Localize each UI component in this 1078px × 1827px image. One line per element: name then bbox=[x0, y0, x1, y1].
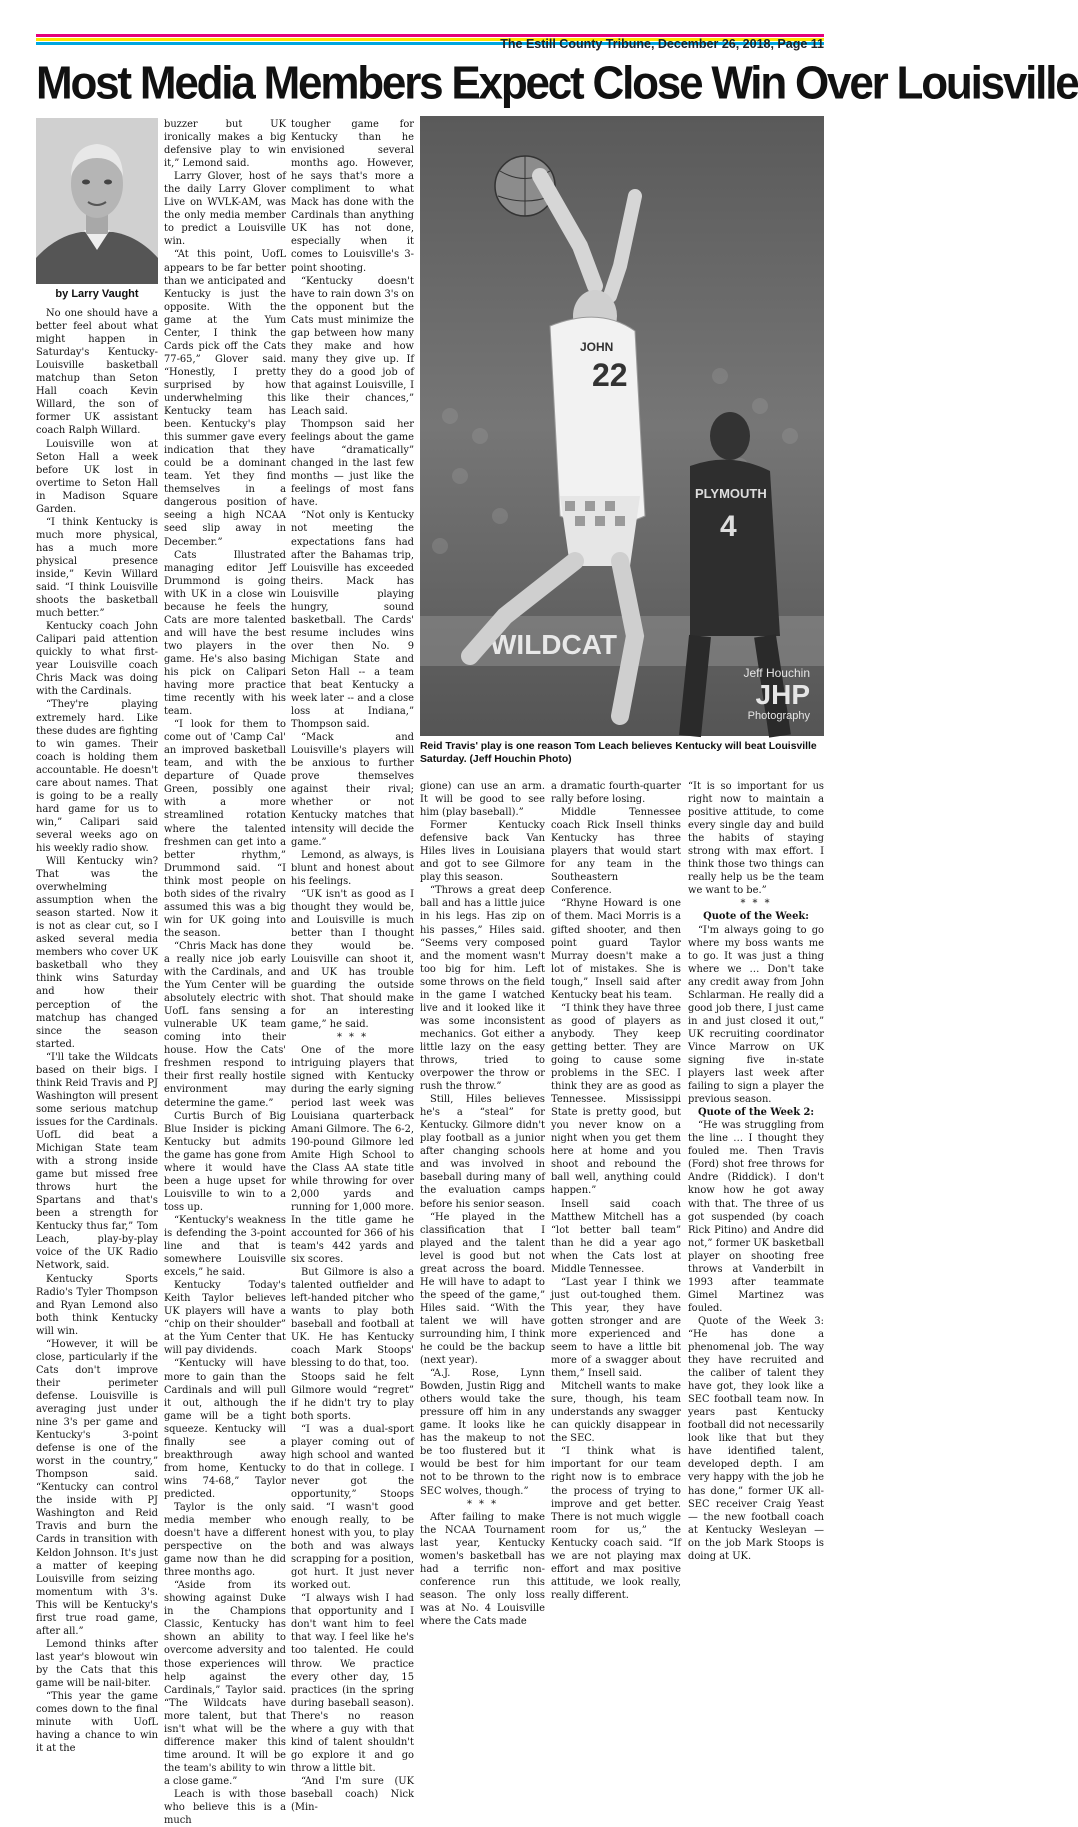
jersey-number-front: 22 bbox=[592, 357, 628, 393]
paragraph: “I think what is important for our team right now is to embrace the process of trying to improve and get better. There is not much wiggle room for us,” the Kentucky coach said. “If we are not playing max effort and max positive attitude, we look really, really different. bbox=[551, 1446, 681, 1601]
section-separator: * * * bbox=[466, 1498, 499, 1510]
paragraph: But Gilmore is also a talented outfielder and left-handed pitcher who wants to play both baseball and football at UK. He has Kentucky coach Mark Stoops' blessing to do that, too. bbox=[291, 1267, 414, 1370]
paragraph: Middle Tennessee coach Rick Insell thinks Kentucky has three players that would start for any team in the Southeastern Conference. bbox=[551, 807, 681, 897]
section-separator: * * * bbox=[336, 1032, 369, 1044]
article-column-1 bbox=[36, 118, 158, 1755]
paragraph: “This year the game comes down to the final minute with UofL having a chance to win it at the bbox=[36, 1691, 158, 1755]
article-column-3 bbox=[291, 118, 414, 1814]
byline: by Larry Vaught bbox=[55, 288, 139, 300]
paragraph: “I always wish I had that opportunity and I don't want him to feel that way. I feel like he's too talented. He could throw. We practice every other day, 15 practices (in the spring during baseball season). There's no reason where a guy with that kind of talent shouldn't go explore it and go throw a little bit. bbox=[291, 1593, 414, 1774]
photo-caption: Reid Travis' play is one reason Tom Leach believes Kentucky will beat Louisville Saturday. (Jeff Houchin Photo) bbox=[420, 741, 817, 765]
watermark-name: Jeff Houchin bbox=[743, 666, 810, 680]
paragraph: “I was a dual-sport player coming out of high school and wanted to do that in college. I never got the opportunity,” Stoops said. “I wasn't good enough really, to be honest with you, to play both and was always scrapping for a position, got hurt. It just never worked out. bbox=[291, 1423, 414, 1592]
paragraph: “However, it will be close, particularly if the Cats don't improve their perimeter defense. Louisville is averaging just under nine 3's per game and Kentucky's 3-point defense is one of the worst in the country,” Thompson said. “Kentucky can control the inside with PJ Washington and Reid Travis and burn the Cards in transition with Keldon Johnson. It's just a matter of keeping Louisville from seizing momentum with 3's. This will be Kentucky's first true road game, after all.” bbox=[36, 1338, 158, 1637]
defender-jersey-text: PLYMOUTH bbox=[695, 486, 767, 501]
paragraph: Kentucky Sports Radio's Tyler Thompson and Ryan Lemond also both think Kentucky will win. bbox=[36, 1273, 158, 1337]
paragraph: “Not only is Kentucky not meeting the expectations fans had after the Bahamas trip, Louisville has exceeded theirs. Mack has Louisville playing hungry, sound basketball. The Cards' resume includes wins over then No. 9 Michigan State and Seton Hall -- a team that beat Kentucky a week later -- and a close loss at Indiana,” Thompson said. bbox=[291, 510, 414, 731]
paragraph: “Kentucky doesn't have to rain down 3's on the opponent but the Cats must minimize the gap between how many they make and how many they give up. If they do a good job of that against Louisville, I like their chances,” Leach said. bbox=[291, 275, 414, 418]
paragraph: “It is so important for us right now to maintain a positive attitude, to come every single day and build the habits of staying strong with max effort. I think those two things can really help us be the team we want to be.” bbox=[688, 781, 824, 897]
paragraph: Kentucky coach John Calipari paid attention quickly to what first-year Louisville coach Chris Mack was doing with the Cardinals. bbox=[36, 621, 158, 698]
paragraph: Insell said coach Matthew Mitchell has a “lot better ball team” than he did a year ago when the Cats lost at Middle Tennessee. bbox=[551, 1198, 681, 1275]
game-photo bbox=[420, 116, 824, 736]
paragraph: After failing to make the NCAA Tournament last year, Kentucky women's basketball has had a terrific non-conference run this season. The only loss was at No. 4 Louisville where the Cats made bbox=[420, 1511, 545, 1627]
paragraph: Taylor is the only media member who doesn't have a different perspective on the game now than he did three months ago. bbox=[164, 1501, 286, 1579]
paragraph: Larry Glover, host of the daily Larry Glover Live on WVLK-AM, was the only media member to predict a Louisville win. bbox=[164, 171, 286, 248]
paragraph: Cats Illustrated managing editor Jeff Drummond is going with UK in a close win because he feels the Cats are more talented and will have the best two players in the game. He's also basing his pick on Calipari having more practice time recently with his team. bbox=[164, 549, 286, 718]
watermark-logo: JHP bbox=[755, 679, 810, 710]
paragraph: Former Kentucky defensive back Van Hiles lives in Louisiana and got to see Gilmore play this season. bbox=[420, 820, 545, 884]
paragraph: “They're playing extremely hard. Like these dudes are fighting to win games. Their coach is holding them accountable. He doesn't care about names. That is going to be a really hard game for us to win,” Calipari said several weeks ago on his weekly radio show. bbox=[36, 699, 158, 854]
paragraph: Still, Hiles believes he's a “steal” for Kentucky. Gilmore didn't play football as a junior after changing schools and was involved in baseball during many of the evaluation camps before his senior season. bbox=[420, 1094, 545, 1210]
paragraph: Thompson said her feelings about the game have “dramatically” changed in the last few months — just like the feelings of most fans have. bbox=[291, 419, 414, 509]
paragraph: “Kentucky will have more to gain than the Cardinals and will pull it out, although the game will be a tight squeeze. Kentucky will finally see a breakthrough away from home, Kentucky wins 74-68,” Taylor predicted. bbox=[164, 1358, 286, 1500]
jersey-text: JOHN bbox=[580, 340, 614, 354]
paragraph: gione) can use an arm. It will be good to see him (play baseball).” bbox=[420, 781, 545, 819]
paragraph: “Aside from its showing against Duke in the Champions Classic, Kentucky has shown an ability to overcome adversity and those experiences will help against the Cardinals,” Taylor said. “The Wildcats have more talent, but that isn't what will be the difference maker this time around. It will be the team's ability to win a close game.” bbox=[164, 1580, 286, 1787]
paragraph: “UK isn't as good as I thought they would be, and Louisville is much better than I thought they would be. Louisville can shoot it, and UK has trouble guarding the outside shot. That should make for an interesting game,” he said. bbox=[291, 888, 414, 1031]
paragraph: Stoops said he felt Gilmore would “regret” if he didn't try to play both sports. bbox=[291, 1371, 414, 1422]
article-column-4 bbox=[420, 780, 545, 1627]
watermark-sub: Photography bbox=[747, 710, 810, 722]
paragraph: No one should have a better feel about what might happen in Saturday's Kentucky-Louisville basketball matchup than Seton Hall coach Kevin Willard, the son of former UK assistant coach Ralph Willard. bbox=[36, 308, 158, 437]
paragraph: “Chris Mack has done a really nice job early with the Cardinals, and the Yum Center will be absolutely electric with UofL fans sensing a vulnerable UK team coming into their house. How the Cats' freshmen respond to their first really hostile environment may determine the game.” bbox=[164, 940, 286, 1109]
paragraph: “He was struggling from the line … I thought they fouled me. Then Travis (Ford) shot free throws for Andre (Riddick). I don't know how he got away with that. The three of us got suspended (by coach Rick Pitino) and Andre did not,” former UK basketball player on shooting free throws at Vanderbilt in 1993 after teammate Gimel Martinez was fouled. bbox=[688, 1120, 824, 1314]
paragraph: “Throws a great deep ball and has a little juice in his legs. Has zip on his passes,” Hiles said. “Seems very composed and the moment wasn't too big for him. Left some throws on the field in the game I watched live and it looked like it was some inconsistent mechanics. Got either a little lazy on the easy throws, tried to overpower the throw or rush the throw.” bbox=[420, 885, 545, 1093]
paragraph: Louisville won at Seton Hall a week before UK lost in overtime to Seton Hall in Madison Square Garden. bbox=[36, 438, 158, 515]
paragraph: tougher game for Kentucky than he envisioned several months ago. However, he says that's more a compliment to what Mack has done with the Cardinals than anything UK has not done, especially when it comes to Louisville's 3-point shooting. bbox=[291, 119, 414, 274]
paragraph: “Rhyne Howard is one of them. Maci Morris is a gifted shooter, and then point guard Taylor Murray doesn't make a lot of mistakes. She is tough,” Insell said after Kentucky beat his team. bbox=[551, 898, 681, 1001]
paragraph: “He played in the classification that I played and the talent level is good but not great across the board. He will have to adapt to the speed of the game,” Hiles said. “With the talent we will have surrounding him, I think he could be the backup (next year). bbox=[420, 1211, 545, 1367]
photographer-watermark bbox=[744, 666, 811, 722]
author-portrait bbox=[36, 118, 158, 284]
article-column-5 bbox=[551, 780, 681, 1600]
paragraph: “A.J. Rose, Lynn Bowden, Justin Rigg and others would take the pressure off him in any game. It looks like he has the makeup to not be too flustered but it would be best for him not to be thrown to the SEC wolves, though.” bbox=[420, 1368, 545, 1497]
quote-heading: Quote of the Week: bbox=[703, 911, 809, 923]
paragraph: Quote of the Week 3: “He has done a phenomenal job. The way they have recruited and the caliber of talent they have got, they look like a SEC football team now. In years past Kentucky football did not necessarily look like that but they have identified talent, developed depth. I am very happy with the job he has done,” former UK all-SEC receiver Craig Yeast — the new football coach at Kentucky Wesleyan — on the job Mark Stoops is doing at UK. bbox=[688, 1315, 824, 1562]
paragraph: “I think Kentucky is much more physical, has a much more physical presence inside,” Kevin Willard said. “I think Louisville shoots the basketball much better.” bbox=[36, 516, 158, 620]
paragraph: “I'm always going to go where my boss wants me to go. It was just a thing where we … Don't take any credit away from John Schlarman. He really did a good job there, I just came in and just closed it out,” UK recruiting coordinator Vince Marrow on UK signing five in-state players last week after failing to sign a player the previous season. bbox=[688, 924, 824, 1106]
section-separator: * * * bbox=[740, 898, 772, 910]
paragraph: “Mack and Louisville's players will be anxious to further prove themselves against their rival; whether or not Kentucky matches that intensity will decide the game.” bbox=[291, 732, 414, 848]
paragraph: Leach is with those who believe this is a much bbox=[164, 1789, 286, 1827]
paragraph: Mitchell wants to make sure, though, his team understands any swagger can quickly disappear in the SEC. bbox=[551, 1381, 681, 1445]
defender-number: 4 bbox=[720, 510, 737, 543]
masthead: The Estill County Tribune, December 26, 2018, Page 11 bbox=[500, 37, 824, 51]
paragraph: Kentucky Today's Keith Taylor believes UK players will have a “chip on their shoulder” at the Yum Center that will pay dividends. bbox=[164, 1280, 286, 1357]
quote-heading: Quote of the Week 2: bbox=[697, 1107, 815, 1119]
col1-body bbox=[36, 307, 158, 1755]
paragraph: a dramatic fourth-quarter rally before losing. bbox=[551, 781, 681, 806]
paragraph: One of the more intriguing players that signed with Kentucky during the early signing period last week was Louisiana quarterback Amani Gilmore. The 6-2, 190-pound Gilmore led Amite High School to the Class AA state title while throwing for over 2,000 yards and running for 1,000 more. In the title game he accounted for 366 of his team's 442 yards and six scores. bbox=[291, 1045, 414, 1266]
paragraph: “Last year I think we just out-toughed them. This year, they have gotten stronger and are more experienced and seem to have a little bit more of a swagger about them,” Insell said. bbox=[551, 1276, 681, 1380]
paragraph: “I look for them to come out of 'Camp Cal' an improved basketball team, and with the departure of Quade Green, possibly one with a more streamlined rotation where the talented freshmen can get into a better rhythm,” Drummond said. “I think most people on both sides of the rivalry assumed this was a big win for UK going into the season. bbox=[164, 719, 286, 939]
paragraph: “Kentucky's weakness is defending the 3-point line and that is somewhere Louisville excels,” he said. bbox=[164, 1214, 286, 1279]
paragraph: “I'll take the Wildcats based on their bigs. I think Reid Travis and PJ Washington will present some serious matchup issues for the Cardinals. UofL did beat a Michigan State team with a strong inside game but missed free throws hurt the Spartans and that's been a strength for Kentucky thus far,” Tom Leach, play-by-play voice of the UK Radio Network, said. bbox=[36, 1051, 158, 1272]
article-column-2 bbox=[164, 118, 286, 1827]
paragraph: Curtis Burch of Big Blue Insider is picking Kentucky but admits the game has gone from where it would have been a huge upset for Louisville to win to a toss up. bbox=[164, 1110, 286, 1213]
paragraph: “And I'm sure (UK baseball coach) Nick (Min- bbox=[291, 1775, 414, 1814]
paragraph: “At this point, UofL appears to be far better than we anticipated and Kentucky is just the opposite. With the game at the Yum Center, I think the Cards pick off the Cats 77-65,” Glover said. “Honestly, I pretty surprised by how underwhelming this Kentucky team has been. Kentucky's play this summer gave every indication that they could be a dominant team. Yet they find themselves in a dangerous position of seeing a high NCAA seed slip away in December.” bbox=[164, 249, 286, 548]
paragraph: buzzer but UK ironically makes a big defensive play to win it,” Lemond said. bbox=[164, 119, 286, 170]
paragraph: Lemond, as always, is blunt and honest about his feelings. bbox=[291, 849, 414, 887]
court-text: WILDCAT bbox=[490, 629, 617, 660]
headline: Most Media Members Expect Close Win Over Louisville bbox=[36, 57, 1078, 110]
paragraph: Lemond thinks after last year's blowout win by the Cats that this game will be nail-biter. bbox=[36, 1638, 158, 1689]
paragraph: “I think they have three as good of players as anybody. They keep getting better. They are going to cause some problems in the SEC. I think they are as good as Tennessee. Mississippi State is pretty good, but you never know on a night when you get them here at home and you shoot and rebound the ball well, anything could happen.” bbox=[551, 1002, 681, 1197]
paragraph: Will Kentucky win? That was the overwhelming assumption when the season started. Now it is not as clear cut, so I asked several media members who cover UK basketball who they think wins Saturday and how their perception of the matchup has changed since the season started. bbox=[36, 856, 158, 1050]
article-column-6 bbox=[688, 780, 824, 1600]
